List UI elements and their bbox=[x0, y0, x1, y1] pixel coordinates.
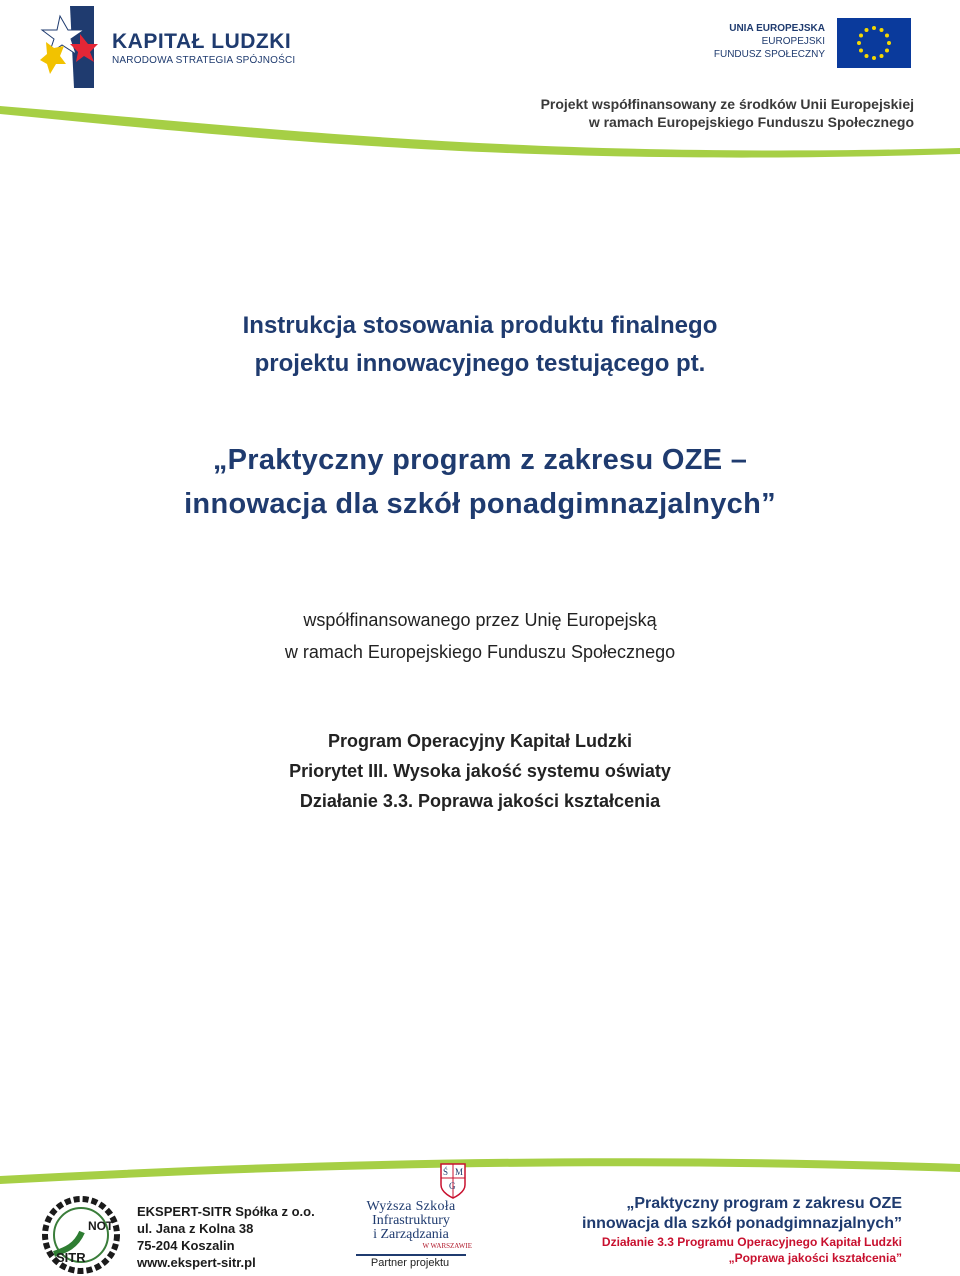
footer-project-line-4: „Poprawa jakości kształcenia” bbox=[728, 1251, 902, 1265]
project-name bbox=[0, 438, 960, 526]
eu-star-icon bbox=[857, 41, 861, 45]
wsiz-shield-icon bbox=[440, 1163, 466, 1199]
sitr-street: ul. Jana z Kolna 38 bbox=[137, 1221, 254, 1236]
eu-star-icon bbox=[865, 28, 869, 32]
eu-line-2: EUROPEJSKI bbox=[761, 36, 825, 47]
kapital-ludzki-subtitle: NARODOWA STRATEGIA SPÓJNOŚCI bbox=[112, 55, 296, 66]
project-header-line-2: w ramach Europejskiego Funduszu Społecznego bbox=[588, 114, 914, 130]
eu-flag-icon bbox=[837, 18, 911, 68]
wsiz-name bbox=[350, 1200, 472, 1251]
project-cofinancing-header bbox=[541, 95, 914, 131]
eu-star-icon bbox=[887, 41, 891, 45]
eu-star-icon bbox=[859, 49, 863, 53]
sitr-company-name: EKSPERT-SITR Spółka z o.o. bbox=[137, 1204, 315, 1219]
document-title bbox=[0, 307, 960, 383]
sitr-website: www.ekspert-sitr.pl bbox=[137, 1255, 256, 1270]
eu-star-icon bbox=[880, 54, 884, 58]
project-name-line-2: innowacja dla szkół ponadgimnazjalnych” bbox=[184, 488, 776, 520]
eu-star-icon bbox=[872, 56, 876, 60]
eu-star-icon bbox=[885, 49, 889, 53]
cofinancing-line-2: w ramach Europejskiego Funduszu Społecznego bbox=[284, 642, 676, 662]
eu-star-icon bbox=[885, 34, 889, 38]
wsiz-divider bbox=[356, 1254, 466, 1256]
bottom-green-swoosh bbox=[0, 1140, 960, 1200]
program-line-2: Priorytet III. Wysoka jakość systemu oświaty bbox=[289, 761, 671, 781]
partner-label: Partner projektu bbox=[370, 1257, 450, 1269]
program-line-1: Program Operacyjny Kapitał Ludzki bbox=[327, 731, 633, 751]
wsiz-line-2: Infrastruktury bbox=[372, 1213, 450, 1228]
cofinancing-statement bbox=[0, 604, 960, 668]
svg-text:Ś: Ś bbox=[443, 1167, 449, 1177]
footer-project-line-1: „Praktyczny program z zakresu OZE bbox=[626, 1195, 902, 1212]
program-line-3: Działanie 3.3. Poprawa jakości kształcenia bbox=[299, 791, 661, 811]
kapital-ludzki-title: KAPITAŁ LUDZKI bbox=[112, 30, 292, 53]
project-header-line-1: Projekt współfinansowany ze środków Unii Europejskiej bbox=[540, 96, 914, 112]
wsiz-line-3: i Zarządzania bbox=[373, 1227, 449, 1242]
program-info bbox=[0, 726, 960, 816]
svg-text:SITR: SITR bbox=[56, 1250, 86, 1265]
sitr-address bbox=[137, 1203, 315, 1271]
document-title-line-1: Instrukcja stosowania produktu finalnego bbox=[242, 312, 718, 339]
sitr-city: 75-204 Koszalin bbox=[137, 1238, 235, 1253]
svg-text:NOT: NOT bbox=[88, 1219, 114, 1233]
project-name-line-1: „Praktyczny program z zakresu OZE – bbox=[212, 444, 748, 476]
svg-text:G: G bbox=[449, 1181, 456, 1191]
svg-text:M: M bbox=[455, 1167, 464, 1177]
footer-project-line-3: Działanie 3.3 Programu Operacyjnego Kapitał Ludzki bbox=[601, 1235, 902, 1249]
wsiz-line-1: Wyższa Szkoła bbox=[366, 1199, 456, 1214]
eu-star-icon bbox=[872, 26, 876, 30]
eu-text-block bbox=[714, 22, 825, 61]
footer-project-info bbox=[582, 1194, 902, 1266]
eu-star-icon bbox=[880, 28, 884, 32]
wsiz-line-4: W WARSZAWIE bbox=[422, 1242, 472, 1250]
footer-project-line-2: innowacja dla szkół ponadgimnazjalnych” bbox=[581, 1215, 902, 1232]
eu-star-icon bbox=[859, 34, 863, 38]
cofinancing-line-1: współfinansowanego przez Unię Europejską bbox=[303, 610, 657, 630]
eu-star-icon bbox=[865, 54, 869, 58]
eu-line-1: UNIA EUROPEJSKA bbox=[729, 23, 825, 34]
sitr-logo bbox=[42, 1196, 122, 1274]
document-title-line-2: projektu innowacyjnego testującego pt. bbox=[254, 350, 706, 377]
eu-line-3: FUNDUSZ SPOŁECZNY bbox=[713, 49, 825, 60]
